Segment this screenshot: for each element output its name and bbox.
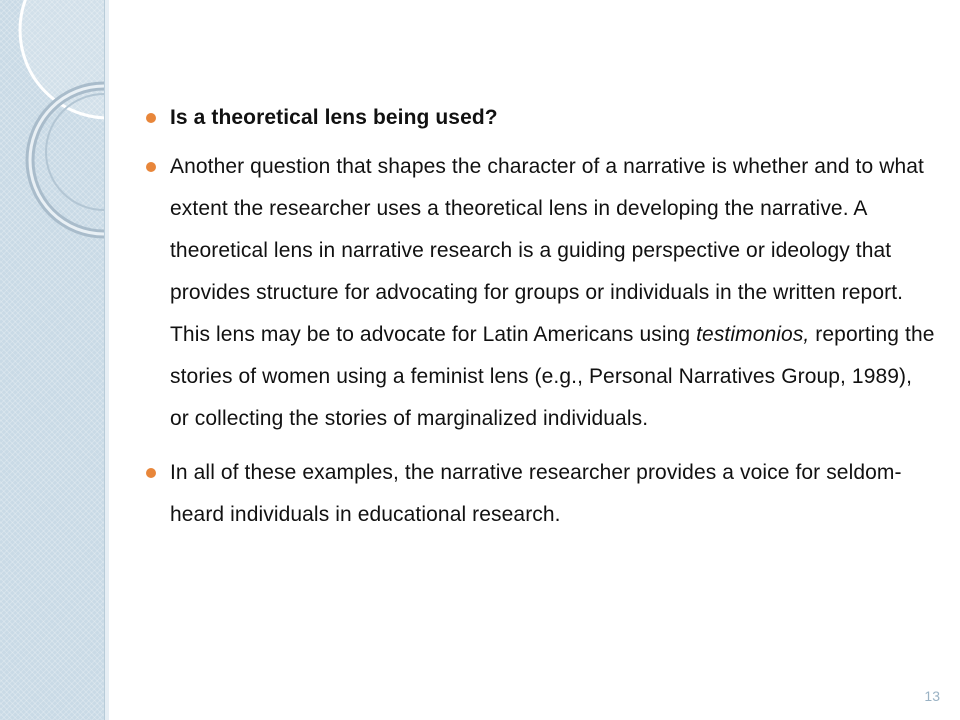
circle-decoration xyxy=(0,0,104,720)
bullet-text: In all of these examples, the narrative researcher provides a voice for seldom-heard individuals in educational research. xyxy=(170,461,902,526)
bullet-heading xyxy=(146,100,936,136)
bullet-paragraph xyxy=(146,146,936,440)
bullet-dot-icon xyxy=(146,468,156,478)
bullet-text-start: Another question that shapes the character of a narrative is whether and to what extent the researcher uses a theoretical lens in developing the narrative. A theoretical lens in narrative research is a guiding perspective or ideology that provides structure for advocating for groups or individuals in the written report. This lens may be to advocate for Latin Americans using xyxy=(170,155,924,346)
bullet-dot-icon xyxy=(146,162,156,172)
page-number: 13 xyxy=(924,688,940,704)
bullet-conclusion xyxy=(146,452,936,536)
slide-content xyxy=(146,100,936,548)
bullet-dot-icon xyxy=(146,113,156,123)
bullet-text-end: reporting the stories of women using a feminist lens (e.g., Personal Narratives Group, 1989), or collecting the stories of marginalized individuals. xyxy=(170,323,935,430)
bullet-text-italic: testimonios, xyxy=(696,323,810,346)
bullet-text: Is a theoretical lens being used? xyxy=(170,106,498,129)
sidebar-edge xyxy=(104,0,109,720)
sidebar-decoration xyxy=(0,0,104,720)
